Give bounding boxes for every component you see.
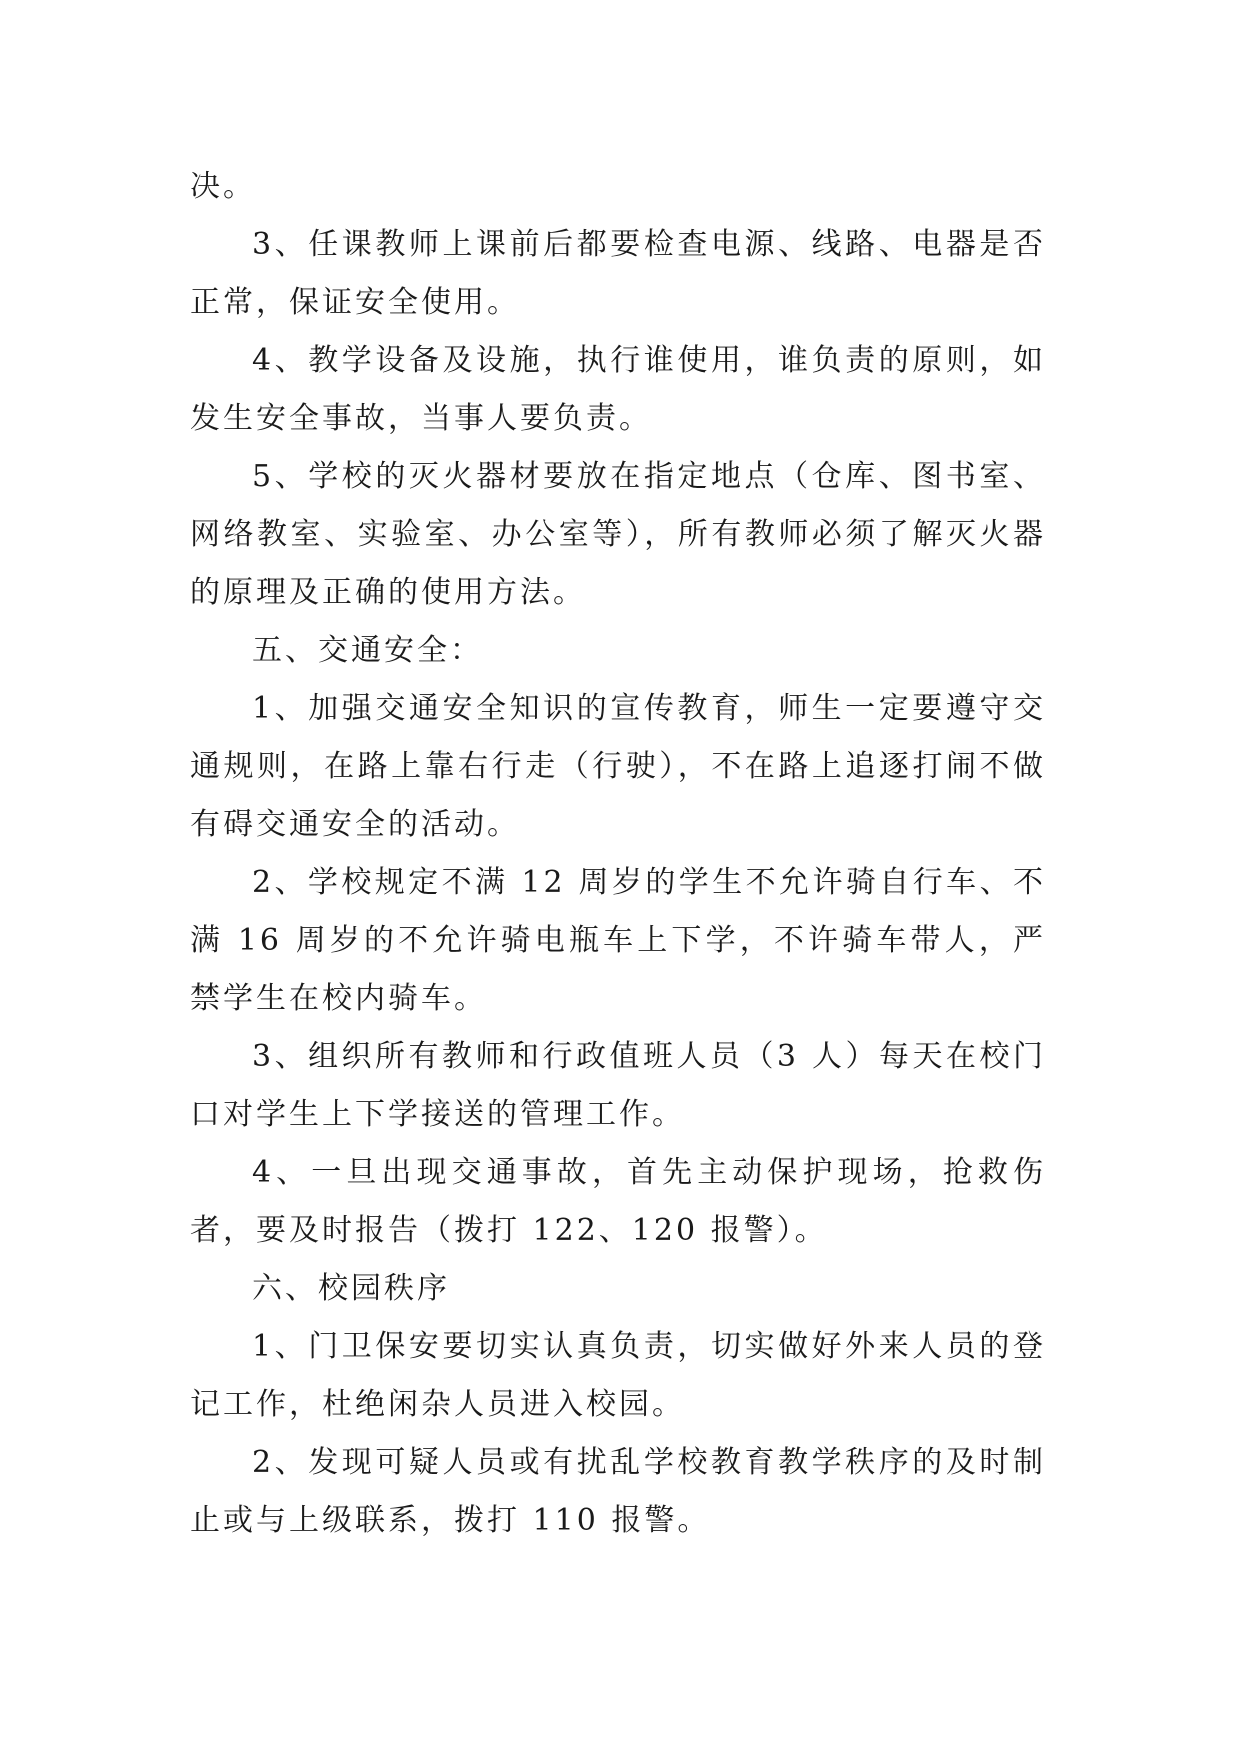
paragraph-traffic-item-3: 3、组织所有教师和行政值班人员（3 人）每天在校门口对学生上下学接送的管理工作。 [190, 1039, 1046, 1132]
paragraph-item-5-fire-extinguishers: 5、学校的灭火器材要放在指定地点（仓库、图书室、网络教室、实验室、办公室等），所有教师必须了解灭火器的原理及正确的使用方法。 [190, 459, 1046, 610]
paragraph-campus-item-2: 2、发现可疑人员或有扰乱学校教育教学秩序的及时制止或与上级联系，拨打 110 报警。 [190, 1445, 1046, 1538]
paragraph-continuation: 决。 [190, 169, 256, 204]
paragraph-campus-item-1: 1、门卫保安要切实认真负责，切实做好外来人员的登记工作，杜绝闲杂人员进入校园。 [190, 1329, 1046, 1422]
paragraph-traffic-item-1: 1、加强交通安全知识的宣传教育，师生一定要遵守交通规则，在路上靠右行走（行驶），不在路上追逐打闹不做有碍交通安全的活动。 [190, 691, 1046, 842]
paragraph-item-4-equipment-responsibility: 4、教学设备及设施，执行谁使用，谁负责的原则，如发生安全事故，当事人要负责。 [190, 343, 1046, 436]
paragraph-traffic-item-2: 2、学校规定不满 12 周岁的学生不允许骑自行车、不满 16 周岁的不允许骑电瓶车上下学，不许骑车带人，严禁学生在校内骑车。 [190, 865, 1046, 1016]
section-heading-campus-order: 六、校园秩序 [252, 1271, 450, 1306]
paragraph-traffic-item-4: 4、一旦出现交通事故，首先主动保护现场，抢救伤者，要及时报告（拨打 122、120 报警）。 [190, 1155, 1046, 1248]
document-body [190, 158, 1046, 1550]
paragraph-item-3-power-check: 3、任课教师上课前后都要检查电源、线路、电器是否正常，保证安全使用。 [190, 227, 1046, 320]
section-heading-traffic-safety: 五、交通安全： [252, 633, 483, 668]
